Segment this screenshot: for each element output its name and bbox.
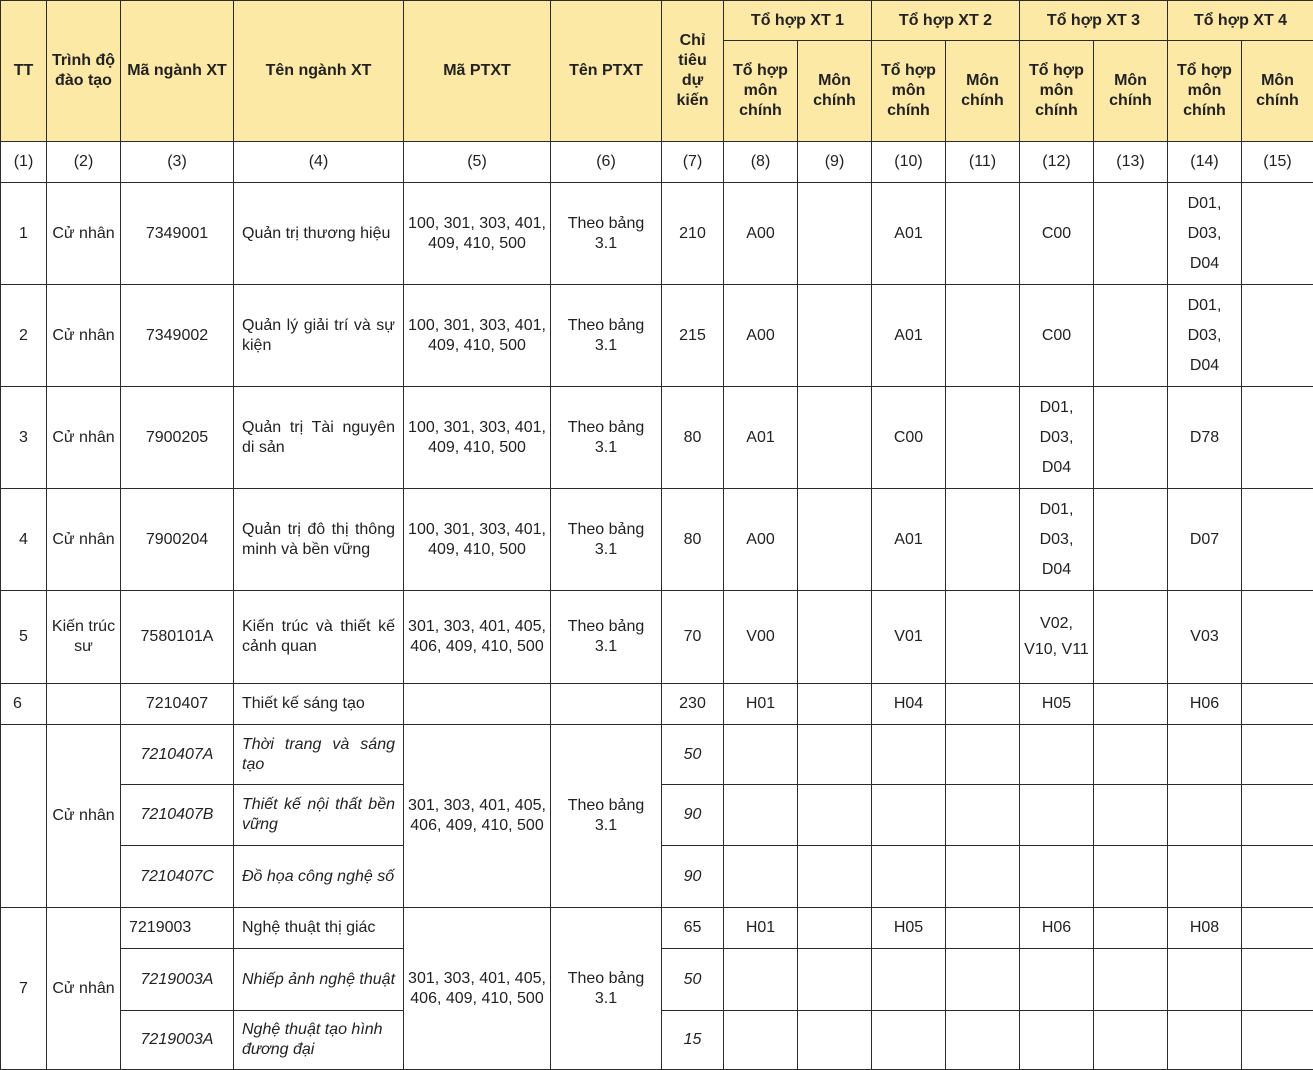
- row-combo-3: H05: [1020, 684, 1094, 725]
- row-name: Quản trị Tài nguyên di sản: [234, 387, 404, 489]
- header-to-hop: Tổ hợp môn chính: [1020, 41, 1094, 142]
- row-combo-4: D07: [1168, 489, 1242, 591]
- row-ptxt: [404, 684, 551, 725]
- row-main-4: [1242, 591, 1313, 684]
- row-ptxt: 301, 303, 401, 405, 406, 409, 410, 500: [404, 591, 551, 684]
- row-main-1: [798, 846, 872, 908]
- row-name: Thời trang và sáng tạo: [234, 725, 404, 785]
- row-name: Đồ họa công nghệ số: [234, 846, 404, 908]
- row-ptxt: 301, 303, 401, 405, 406, 409, 410, 500: [404, 725, 551, 908]
- row-main-2: [946, 387, 1020, 489]
- row-name: Quản trị đô thị thông minh và bền vững: [234, 489, 404, 591]
- row-main-1: [798, 1011, 872, 1070]
- row-main-1: [798, 908, 872, 949]
- row-combo-1: A00: [724, 285, 798, 387]
- col-number: (2): [47, 142, 121, 183]
- row-quota: 210: [662, 183, 724, 285]
- row-name: Nhiếp ảnh nghệ thuật: [234, 949, 404, 1011]
- row-code: 7219003: [121, 908, 234, 949]
- row-main-2: [946, 489, 1020, 591]
- row-combo-4: D01, D03, D04: [1168, 183, 1242, 285]
- row-main-4: [1242, 1011, 1313, 1070]
- row-combo-2: [872, 949, 946, 1011]
- col-number: (1): [1, 142, 47, 183]
- row-name: Thiết kế nội thất bền vững: [234, 785, 404, 846]
- row-level: Cử nhân: [47, 908, 121, 1070]
- row-main-1: [798, 489, 872, 591]
- row-main-2: [946, 725, 1020, 785]
- row-ptxt-name: Theo bảng 3.1: [551, 591, 662, 684]
- row-main-2: [946, 285, 1020, 387]
- header-to-hop: Tổ hợp môn chính: [1168, 41, 1242, 142]
- row-combo-4: [1168, 785, 1242, 846]
- row-name: Nghệ thuật tạo hình đương đại: [234, 1011, 404, 1070]
- table-row: [1, 285, 1313, 387]
- header-group-4: Tổ hợp XT 4: [1168, 1, 1313, 41]
- row-combo-4: [1168, 949, 1242, 1011]
- row-code: 7219003A: [121, 949, 234, 1011]
- row-combo-1: A01: [724, 387, 798, 489]
- row-ptxt-name: Theo bảng 3.1: [551, 489, 662, 591]
- row-quota: 15: [662, 1011, 724, 1070]
- row-combo-1: H01: [724, 908, 798, 949]
- row-combo-4: H06: [1168, 684, 1242, 725]
- row-ptxt: 100, 301, 303, 401, 409, 410, 500: [404, 183, 551, 285]
- row-main-1: [798, 387, 872, 489]
- row-main-3: [1094, 387, 1168, 489]
- row-combo-4: D01, D03, D04: [1168, 285, 1242, 387]
- col-number: (13): [1094, 142, 1168, 183]
- row-combo-4: D78: [1168, 387, 1242, 489]
- row-combo-4: H08: [1168, 908, 1242, 949]
- row-tt: 7: [1, 908, 47, 1070]
- row-main-1: [798, 591, 872, 684]
- row-combo-3: [1020, 1011, 1094, 1070]
- row-main-4: [1242, 725, 1313, 785]
- row-code: 7900204: [121, 489, 234, 591]
- row-tt: 1: [1, 183, 47, 285]
- row-main-2: [946, 183, 1020, 285]
- row-combo-4: [1168, 1011, 1242, 1070]
- row-name: Quản trị thương hiệu: [234, 183, 404, 285]
- row-main-2: [946, 846, 1020, 908]
- col-number: (3): [121, 142, 234, 183]
- row-main-4: [1242, 785, 1313, 846]
- row-main-3: [1094, 183, 1168, 285]
- row-main-2: [946, 1011, 1020, 1070]
- row-main-3: [1094, 949, 1168, 1011]
- row-tt: 5: [1, 591, 47, 684]
- row-main-3: [1094, 591, 1168, 684]
- header-mon-chinh: Môn chính: [798, 41, 872, 142]
- header-to-hop: Tổ hợp môn chính: [872, 41, 946, 142]
- row-main-3: [1094, 908, 1168, 949]
- table-row: [1, 908, 1313, 949]
- table-row: [1, 591, 1313, 684]
- row-main-4: [1242, 949, 1313, 1011]
- row-code: 7580101A: [121, 591, 234, 684]
- row-main-1: [798, 285, 872, 387]
- row-combo-3: [1020, 785, 1094, 846]
- row-tt: 4: [1, 489, 47, 591]
- row-ptxt-name: Theo bảng 3.1: [551, 387, 662, 489]
- row-level: Kiến trúc sư: [47, 591, 121, 684]
- row-combo-2: H04: [872, 684, 946, 725]
- col-number: (12): [1020, 142, 1094, 183]
- row-main-1: [798, 949, 872, 1011]
- row-combo-2: [872, 785, 946, 846]
- row-main-1: [798, 183, 872, 285]
- row-level: Cử nhân: [47, 183, 121, 285]
- row-combo-3: [1020, 846, 1094, 908]
- table-header: [1, 1, 1313, 142]
- row-main-2: [946, 785, 1020, 846]
- row-combo-3: H06: [1020, 908, 1094, 949]
- row-combo-3: D01, D03, D04: [1020, 489, 1094, 591]
- row-tt: 3: [1, 387, 47, 489]
- row-code: 7210407: [121, 684, 234, 725]
- row-main-4: [1242, 285, 1313, 387]
- row-name: Kiến trúc và thiết kế cảnh quan: [234, 591, 404, 684]
- row-main-4: [1242, 684, 1313, 725]
- row-tt: [1, 725, 47, 908]
- header-to-hop: Tổ hợp môn chính: [724, 41, 798, 142]
- row-combo-3: C00: [1020, 183, 1094, 285]
- row-main-1: [798, 725, 872, 785]
- header-ptxt-code: Mã PTXT: [404, 1, 551, 142]
- row-tt: 6: [1, 684, 47, 725]
- row-combo-2: V01: [872, 591, 946, 684]
- row-main-3: [1094, 1011, 1168, 1070]
- row-combo-1: [724, 725, 798, 785]
- row-ptxt-name: Theo bảng 3.1: [551, 908, 662, 1070]
- row-combo-3: V02, V10, V11: [1020, 591, 1094, 684]
- row-combo-2: [872, 846, 946, 908]
- row-level: Cử nhân: [47, 285, 121, 387]
- row-combo-1: A00: [724, 489, 798, 591]
- row-combo-2: A01: [872, 285, 946, 387]
- row-ptxt-name: [551, 684, 662, 725]
- row-tt: 2: [1, 285, 47, 387]
- row-combo-1: [724, 846, 798, 908]
- row-combo-2: [872, 725, 946, 785]
- row-combo-4: [1168, 725, 1242, 785]
- row-code: 7349002: [121, 285, 234, 387]
- row-combo-2: C00: [872, 387, 946, 489]
- col-number: (10): [872, 142, 946, 183]
- row-name: Nghệ thuật thị giác: [234, 908, 404, 949]
- row-ptxt-name: Theo bảng 3.1: [551, 725, 662, 908]
- header-mon-chinh: Môn chính: [1094, 41, 1168, 142]
- row-main-3: [1094, 489, 1168, 591]
- col-number: (8): [724, 142, 798, 183]
- row-main-1: [798, 684, 872, 725]
- row-quota: 90: [662, 846, 724, 908]
- column-number-row: [1, 142, 1313, 183]
- row-combo-1: [724, 1011, 798, 1070]
- row-level: Cử nhân: [47, 387, 121, 489]
- row-main-2: [946, 949, 1020, 1011]
- row-code: 7219003A: [121, 1011, 234, 1070]
- row-quota: 70: [662, 591, 724, 684]
- header-tt: TT: [1, 1, 47, 142]
- col-number: (4): [234, 142, 404, 183]
- header-group-3: Tổ hợp XT 3: [1020, 1, 1168, 41]
- table-row: [1, 183, 1313, 285]
- row-combo-1: [724, 949, 798, 1011]
- row-ptxt: 100, 301, 303, 401, 409, 410, 500: [404, 285, 551, 387]
- row-main-4: [1242, 489, 1313, 591]
- header-code: Mã ngành XT: [121, 1, 234, 142]
- row-main-1: [798, 785, 872, 846]
- row-quota: 80: [662, 489, 724, 591]
- header-level: Trình độ đào tạo: [47, 1, 121, 142]
- row-combo-1: H01: [724, 684, 798, 725]
- row-level: [47, 684, 121, 725]
- row-ptxt: 100, 301, 303, 401, 409, 410, 500: [404, 387, 551, 489]
- row-level: Cử nhân: [47, 489, 121, 591]
- row-code: 7900205: [121, 387, 234, 489]
- row-ptxt: 301, 303, 401, 405, 406, 409, 410, 500: [404, 908, 551, 1070]
- row-combo-3: D01, D03, D04: [1020, 387, 1094, 489]
- row-main-3: [1094, 285, 1168, 387]
- row-combo-3: [1020, 725, 1094, 785]
- row-quota: 215: [662, 285, 724, 387]
- row-combo-4: [1168, 846, 1242, 908]
- row-combo-2: A01: [872, 489, 946, 591]
- table-row: [1, 489, 1313, 591]
- row-combo-2: [872, 1011, 946, 1070]
- row-quota: 90: [662, 785, 724, 846]
- col-number: (5): [404, 142, 551, 183]
- row-combo-3: [1020, 949, 1094, 1011]
- row-main-3: [1094, 725, 1168, 785]
- row-main-4: [1242, 387, 1313, 489]
- row-level: Cử nhân: [47, 725, 121, 908]
- row-ptxt: 100, 301, 303, 401, 409, 410, 500: [404, 489, 551, 591]
- row-main-3: [1094, 785, 1168, 846]
- col-number: (6): [551, 142, 662, 183]
- col-number: (9): [798, 142, 872, 183]
- header-mon-chinh: Môn chính: [1242, 41, 1313, 142]
- col-number: (15): [1242, 142, 1313, 183]
- col-number: (11): [946, 142, 1020, 183]
- row-combo-3: C00: [1020, 285, 1094, 387]
- row-name: Thiết kế sáng tạo: [234, 684, 404, 725]
- row-combo-1: A00: [724, 183, 798, 285]
- row-quota: 50: [662, 949, 724, 1011]
- row-main-3: [1094, 684, 1168, 725]
- row-ptxt-name: Theo bảng 3.1: [551, 285, 662, 387]
- header-quota: Chỉ tiêu dự kiến: [662, 1, 724, 142]
- header-mon-chinh: Môn chính: [946, 41, 1020, 142]
- row-combo-2: A01: [872, 183, 946, 285]
- row-main-2: [946, 591, 1020, 684]
- row-main-4: [1242, 908, 1313, 949]
- row-quota: 50: [662, 725, 724, 785]
- table-row: [1, 725, 1313, 785]
- row-main-4: [1242, 183, 1313, 285]
- header-group-1: Tổ hợp XT 1: [724, 1, 872, 41]
- header-name: Tên ngành XT: [234, 1, 404, 142]
- row-combo-1: V00: [724, 591, 798, 684]
- row-code: 7210407C: [121, 846, 234, 908]
- header-group-2: Tổ hợp XT 2: [872, 1, 1020, 41]
- row-quota: 65: [662, 908, 724, 949]
- row-name: Quản lý giải trí và sự kiện: [234, 285, 404, 387]
- row-code: 7349001: [121, 183, 234, 285]
- row-ptxt-name: Theo bảng 3.1: [551, 183, 662, 285]
- row-code: 7210407B: [121, 785, 234, 846]
- table-row: [1, 684, 1313, 725]
- col-number: (7): [662, 142, 724, 183]
- row-code: 7210407A: [121, 725, 234, 785]
- row-combo-1: [724, 785, 798, 846]
- row-main-2: [946, 908, 1020, 949]
- row-main-3: [1094, 846, 1168, 908]
- header-ptxt-name: Tên PTXT: [551, 1, 662, 142]
- row-main-4: [1242, 846, 1313, 908]
- row-combo-2: H05: [872, 908, 946, 949]
- table-row: [1, 387, 1313, 489]
- row-combo-4: V03: [1168, 591, 1242, 684]
- row-quota: 80: [662, 387, 724, 489]
- col-number: (14): [1168, 142, 1242, 183]
- row-quota: 230: [662, 684, 724, 725]
- row-main-2: [946, 684, 1020, 725]
